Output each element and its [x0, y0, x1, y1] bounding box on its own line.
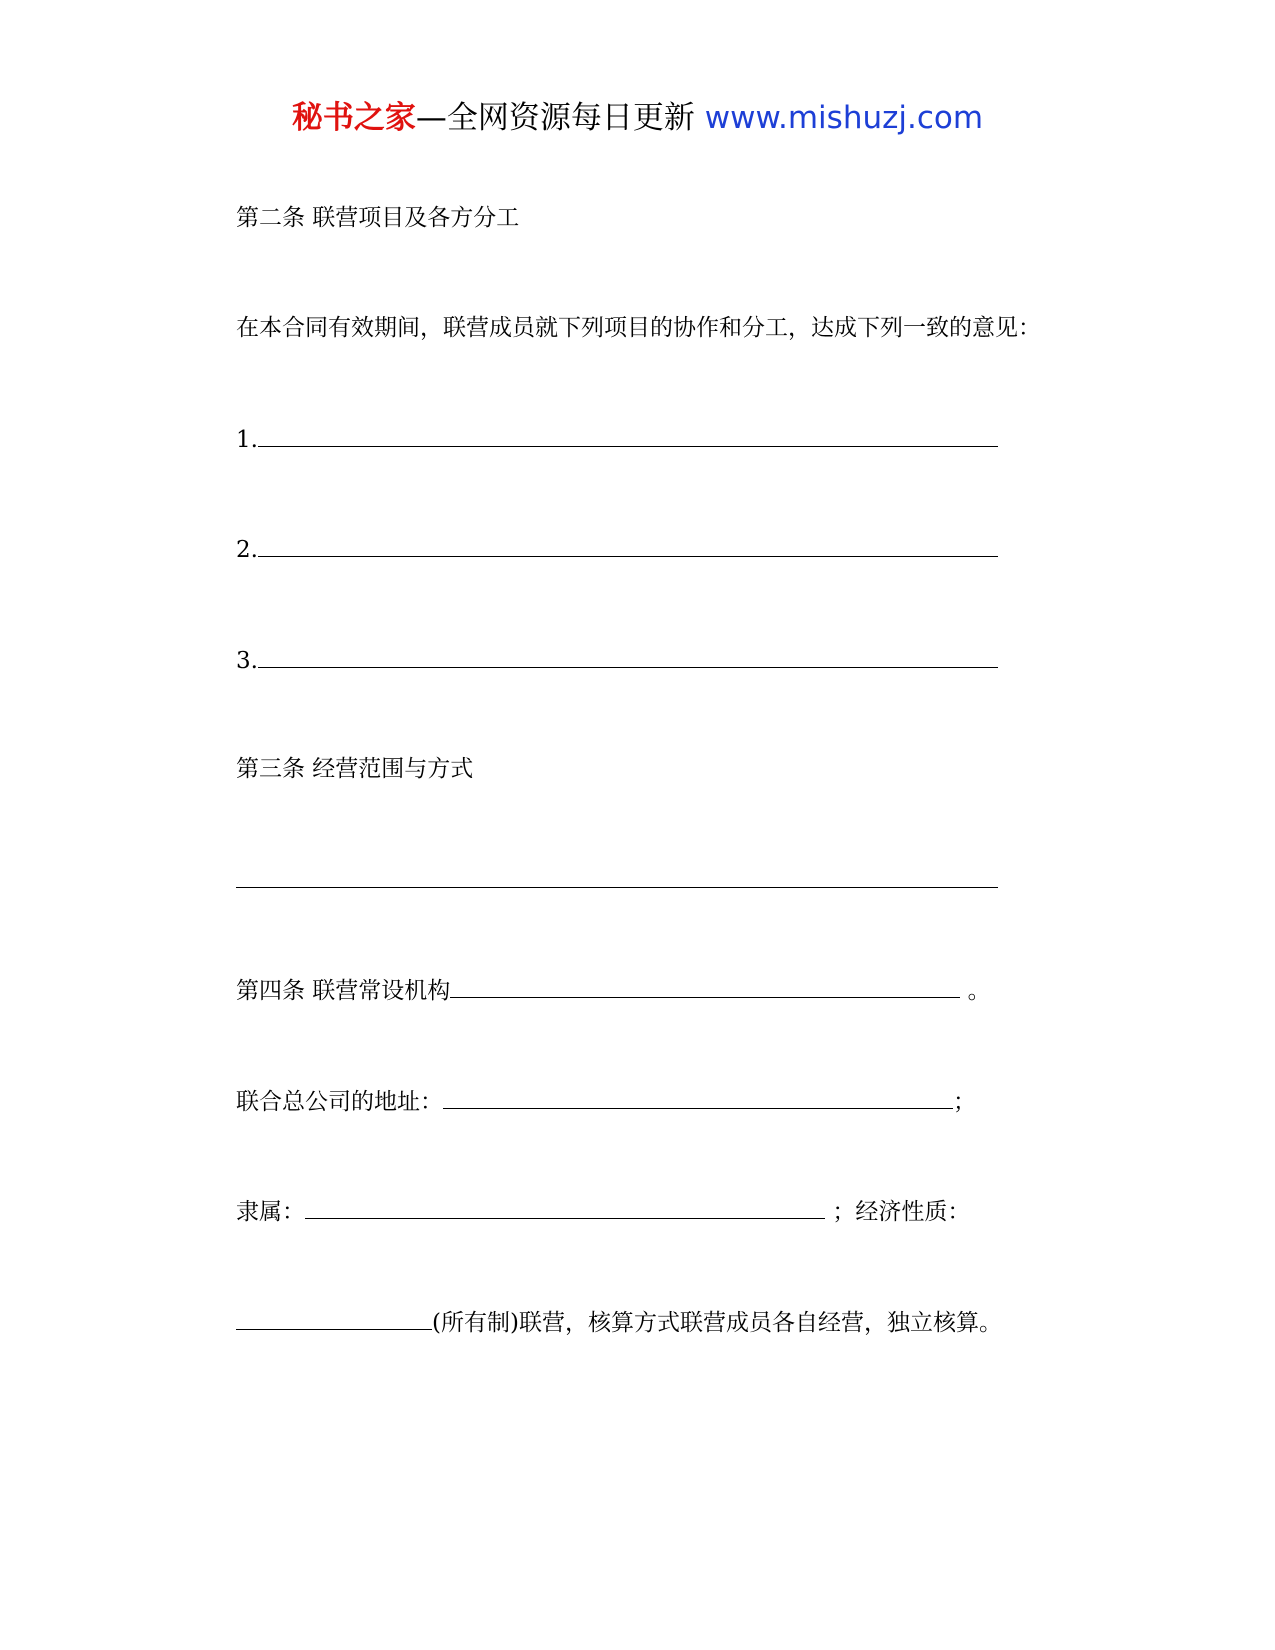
affiliation-row: [236, 1194, 970, 1228]
article-2-intro: 在本合同有效期间，联营成员就下列项目的协作和分工，达成下列一致的意见：: [236, 315, 1041, 341]
address-row: [236, 1084, 976, 1118]
banner-slogan: —全网资源每日更新: [415, 100, 695, 136]
article-4-period: 。: [967, 978, 991, 1004]
item-number: 2.: [236, 537, 258, 563]
ownership-row: [236, 1305, 1002, 1339]
address-blank[interactable]: [443, 1084, 953, 1109]
item-number: 1.: [236, 427, 258, 453]
item-1-blank[interactable]: [258, 422, 998, 447]
article-2-heading: 第二条 联营项目及各方分工: [236, 205, 520, 231]
banner-url[interactable]: www.mishuzj.com: [704, 100, 984, 136]
site-banner: [0, 98, 1275, 138]
scope-row: [236, 863, 998, 897]
ownership-text: (所有制)联营，核算方式联营成员各自经营，独立核算。: [432, 1310, 1002, 1336]
affiliation-blank[interactable]: [305, 1194, 825, 1219]
item-3-blank[interactable]: [258, 643, 998, 668]
banner-brand: 秘书之家: [291, 100, 416, 136]
item-1-row: [236, 422, 998, 456]
address-semicolon: ；: [953, 1089, 976, 1115]
address-label: 联合总公司的地址：: [236, 1089, 443, 1115]
article-4-row: [236, 973, 991, 1007]
article-3-heading: 第三条 经营范围与方式: [236, 756, 474, 782]
article-4-heading: 第四条 联营常设机构: [236, 978, 451, 1004]
affiliation-label: 隶属：: [236, 1199, 305, 1225]
item-3-row: [236, 643, 998, 677]
item-2-blank[interactable]: [258, 532, 998, 557]
ownership-blank[interactable]: [236, 1305, 432, 1330]
item-number: 3.: [236, 648, 258, 674]
economic-nature-label: ；经济性质：: [832, 1199, 971, 1225]
scope-blank[interactable]: [236, 863, 998, 888]
institution-blank[interactable]: [450, 973, 960, 998]
item-2-row: [236, 532, 998, 566]
